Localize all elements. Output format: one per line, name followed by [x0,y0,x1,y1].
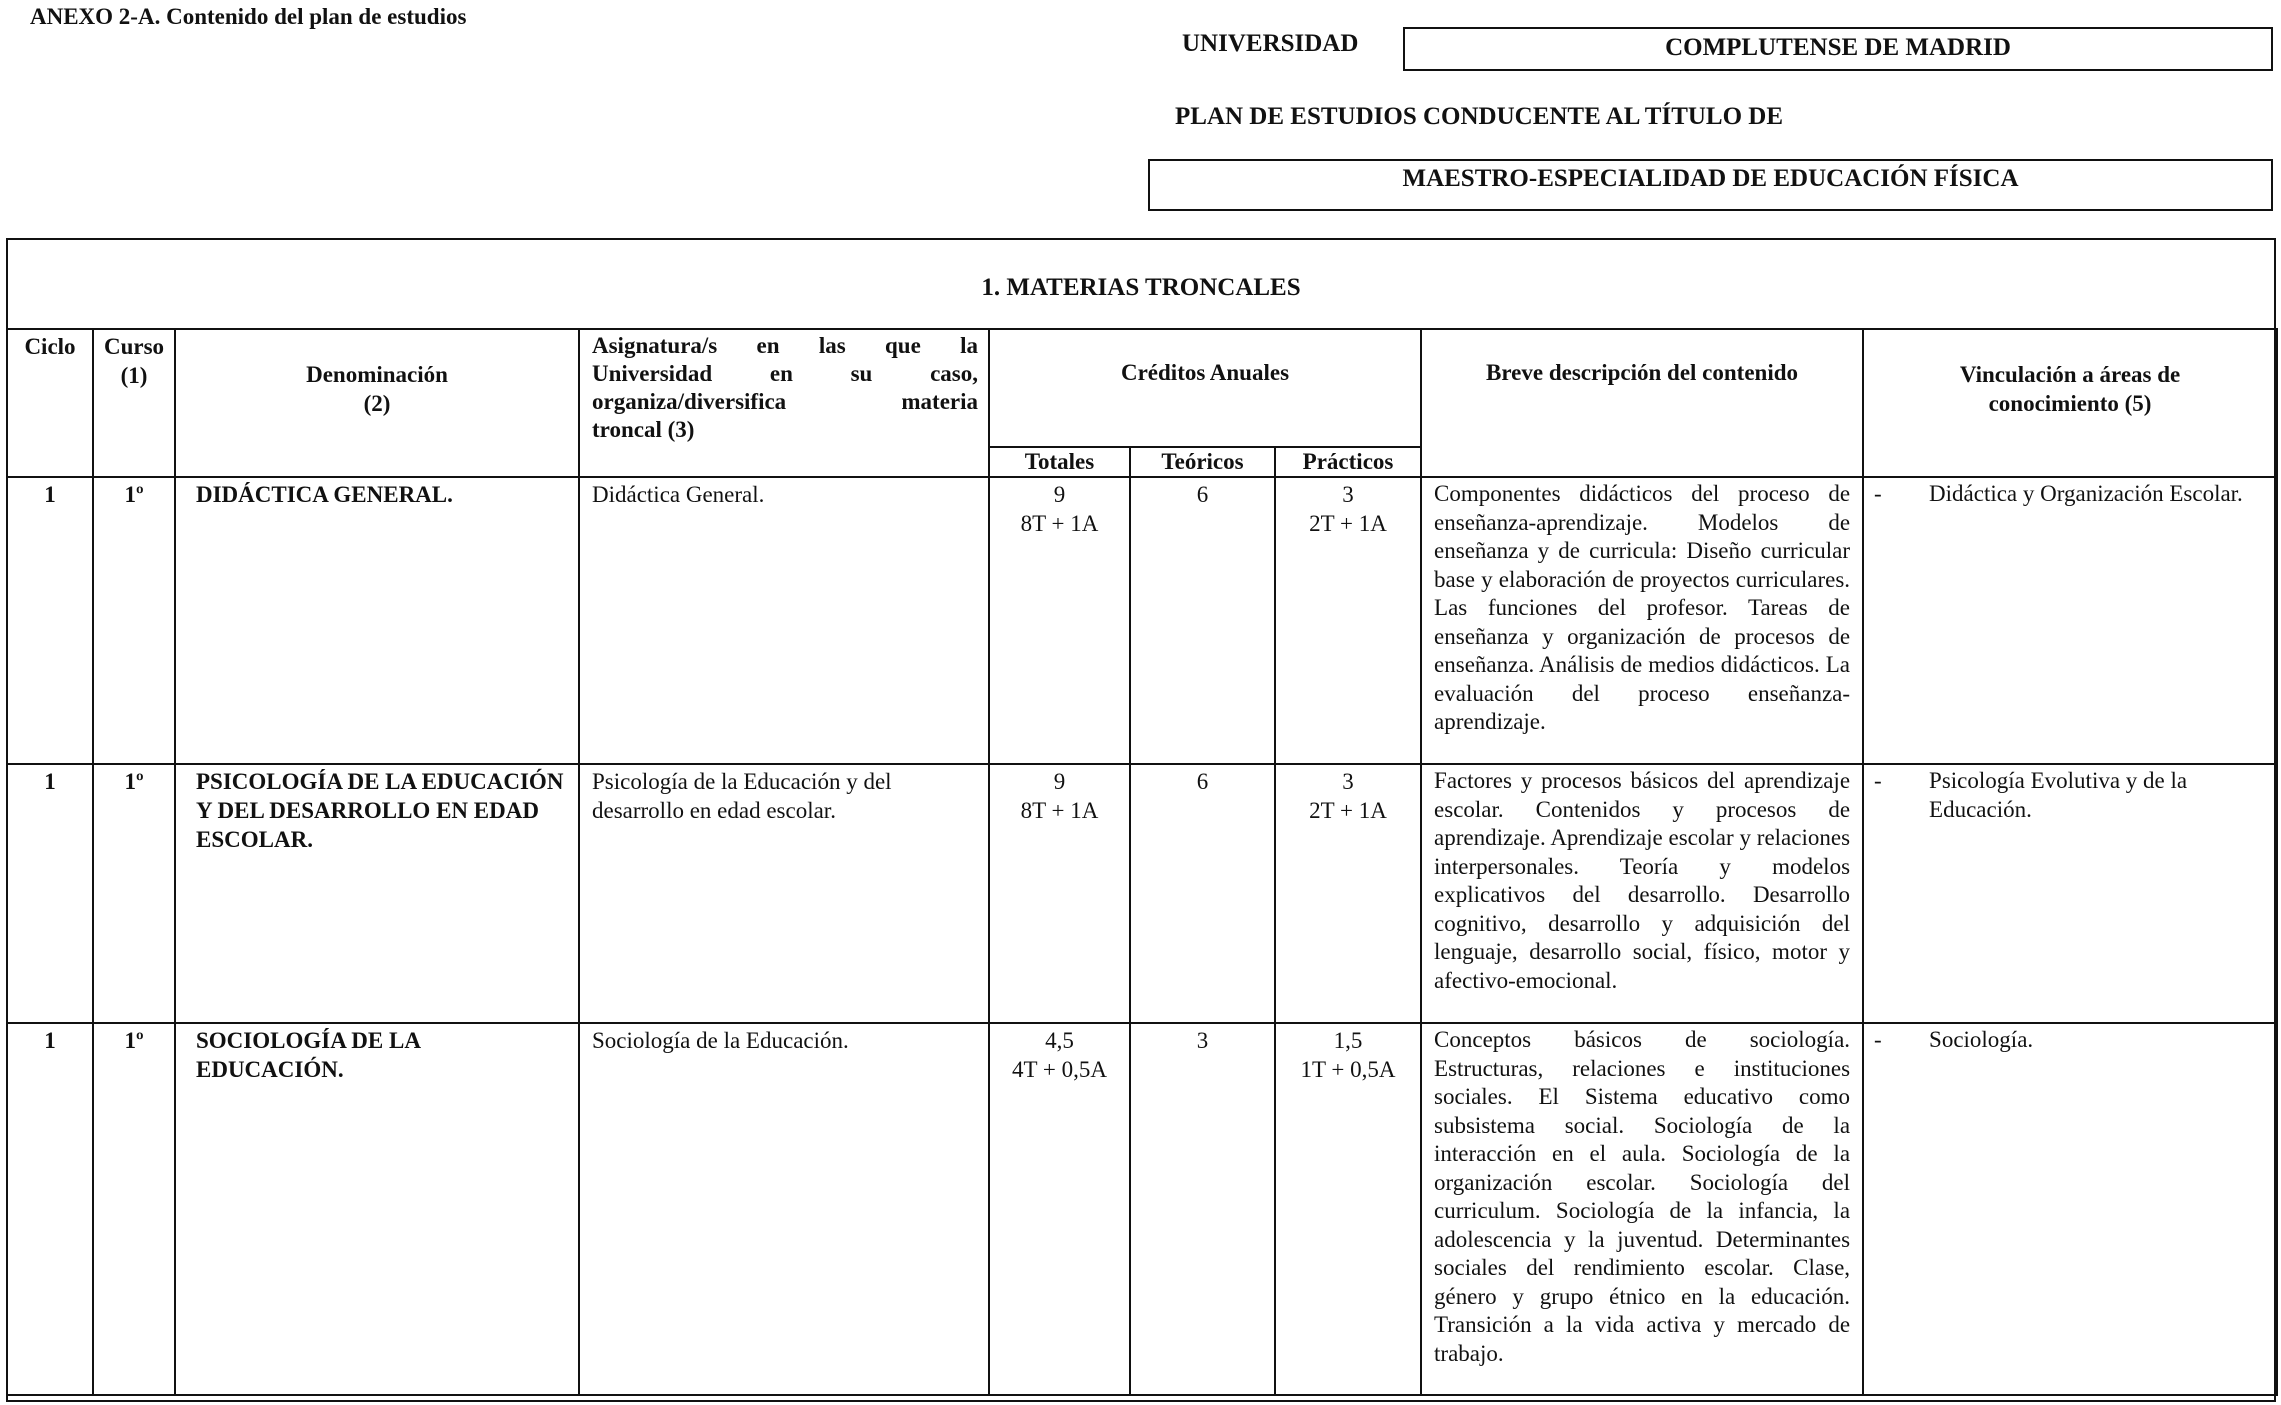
row-totales-value: 9 [1053,482,1066,507]
table-row [7,1023,2277,1395]
row-practicos-breakdown: 2T + 1A [1309,798,1387,823]
col-practicos-label: Prácticos [1302,449,1394,474]
row-ciclo: 1 [7,1023,93,1395]
row-vinculacion [1863,477,2277,764]
row-ciclo: 1 [7,764,93,1023]
row-asignatura: Didáctica General. [579,477,989,764]
row-descripcion: Factores y procesos básicos del aprendizaje escolar. Contenidos y procesos de aprendizaje. Aprendizaje escolar y relaciones interpersonales. Teoría y modelos explicativos del desarrollo. Desarrollo cognitivo, desarrollo y adquisición del lenguaje, desarrollo social, físico, motor y afectivo-emocional. [1421,764,1863,1023]
vinculacion-dash: - [1874,768,1882,793]
titulo-value: MAESTRO-ESPECIALIDAD DE EDUCACIÓN FÍSICA [1148,159,2273,211]
row-practicos-breakdown: 2T + 1A [1309,511,1387,536]
vinculacion-area: Sociología. [1929,1027,2034,1052]
row-asignatura: Psicología de la Educación y del desarrollo en edad escolar. [579,764,989,1023]
row-totales-breakdown: 4T + 0,5A [1012,1057,1107,1082]
header-row [7,329,2277,447]
col-curso [93,329,175,477]
plan-label: PLAN DE ESTUDIOS CONDUCENTE AL TÍTULO DE [1175,103,1784,130]
col-descripcion [1421,329,1863,477]
row-totales-breakdown: 8T + 1A [1020,798,1099,823]
row-practicos-value: 3 [1342,482,1354,507]
vinculacion-dash: - [1874,1027,1882,1052]
row-vinculacion [1863,764,2277,1023]
row-totales [989,1023,1130,1395]
col-curso-note: (1) [120,363,148,388]
col-asignatura-line-4: troncal (3) [592,417,695,442]
row-totales [989,764,1130,1023]
col-vinculacion-line-2: conocimiento (5) [1988,391,2152,416]
col-vinculacion [1863,329,2277,477]
row-teoricos: 6 [1130,477,1275,764]
row-totales-value: 4,5 [1045,1028,1074,1053]
col-descripcion-label: Breve descripción del contenido [1486,360,1799,385]
col-totales-label: Totales [1024,449,1095,474]
col-practicos [1275,447,1421,477]
row-descripcion: Componentes didácticos del proceso de enseñanza-aprendizaje. Modelos de enseñanza y de curricula: Diseño curricular base y elaboración de proyectos curriculares. Las funciones del profesor. Tareas de enseñanza y organización de procesos de enseñanza. Análisis de medios didácticos. La evaluación del proceso enseñanza-aprendizaje. [1421,477,1863,764]
col-asignatura [579,329,989,477]
vinculacion-dash: - [1874,481,1882,506]
row-practicos-value: 1,5 [1333,1028,1363,1053]
col-teoricos [1130,447,1275,477]
plan-table [6,328,2278,1396]
vinculacion-area: Psicología Evolutiva y de la Educación. [1929,768,2188,822]
row-ciclo: 1 [7,477,93,764]
row-practicos [1275,764,1421,1023]
col-creditos [989,329,1421,447]
row-descripcion: Conceptos básicos de sociología. Estructuras, relaciones e instituciones sociales. El Sistema educativo como subsistema social. Sociología de la interacción en el aula. Sociología de la organización escolar. Sociología del curriculum. Sociología de la infancia, la adolescencia y la juventud. Determinantes sociales del rendimiento escolar. Clase, género y grupo étnico en la educación. Transición a la vida activa y mercado de trabajo. [1421,1023,1863,1395]
row-vinculacion [1863,1023,2277,1395]
vinculacion-area: Didáctica y Organización Escolar. [1929,481,2243,506]
row-practicos-value: 3 [1342,769,1354,794]
row-totales-value: 9 [1053,769,1066,794]
col-teoricos-label: Teóricos [1161,449,1244,474]
row-practicos-breakdown: 1T + 0,5A [1300,1057,1396,1082]
row-totales-breakdown: 8T + 1A [1020,511,1099,536]
row-curso: 1º [93,764,175,1023]
row-asignatura: Sociología de la Educación. [579,1023,989,1395]
col-denominacion-label: Denominación [306,362,448,387]
col-denominacion [175,329,579,477]
universidad-label: UNIVERSIDAD [1182,30,1359,57]
row-teoricos: 3 [1130,1023,1275,1395]
table-row [7,477,2277,764]
row-curso: 1º [93,477,175,764]
row-teoricos: 6 [1130,764,1275,1023]
row-denominacion: DIDÁCTICA GENERAL. [175,477,579,764]
col-curso-label: Curso [103,334,165,359]
col-ciclo-label: Ciclo [24,334,76,359]
col-ciclo [7,329,93,477]
table-row [7,764,2277,1023]
row-denominacion: SOCIOLOGÍA DE LA EDUCACIÓN. [175,1023,579,1395]
col-asignatura-line-3: organiza/diversifica materia [592,389,978,414]
row-practicos [1275,1023,1421,1395]
row-denominacion: PSICOLOGÍA DE LA EDUCACIÓN Y DEL DESARROLLO EN EDAD ESCOLAR. [175,764,579,1023]
annex-title: ANEXO 2-A. Contenido del plan de estudios [30,4,467,29]
col-asignatura-line-1: Asignatura/s en las que la [592,333,978,358]
row-practicos [1275,477,1421,764]
section-title: 1. MATERIAS TRONCALES [8,240,2274,330]
row-curso: 1º [93,1023,175,1395]
col-creditos-label: Créditos Anuales [1120,360,1290,385]
col-totales [989,447,1130,477]
col-denominacion-note: (2) [363,391,391,416]
col-vinculacion-line-1: Vinculación a áreas de [1959,362,2181,387]
universidad-value: COMPLUTENSE DE MADRID [1403,27,2273,71]
col-asignatura-line-2: Universidad en su caso, [592,361,978,386]
row-totales [989,477,1130,764]
materias-troncales-table [6,238,2276,1402]
